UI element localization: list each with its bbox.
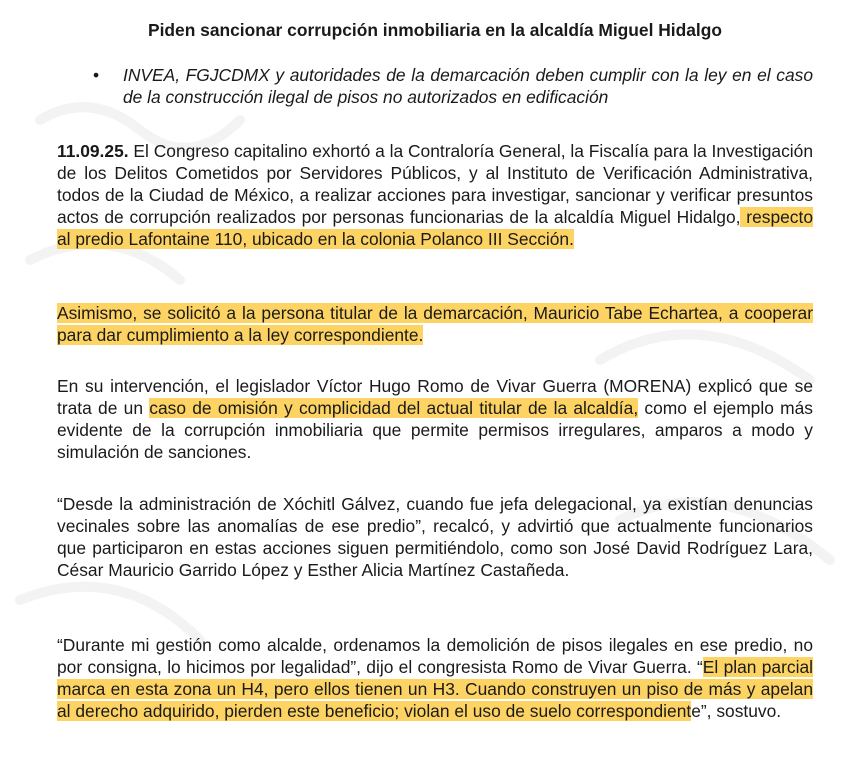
bullet-icon: • <box>93 65 100 85</box>
paragraph-1-text: El Congreso capitalino exhortó a la Contraloría General, la Fiscalía para la Investigación de los Delitos Cometidos por Servidores Públicos, y al Instituto de Verificación Administrativa, todos de la Ciudad de México, a realizar acciones para investigar, sancionar y verificar presuntos actos de corrupción realizados por personas funcionarias de la alcaldía Miguel Hidalgo, <box>57 141 813 227</box>
paragraph-1-highlight: respecto al predio Lafontaine 110, ubicado en la colonia Polanco III Sección. <box>57 207 813 249</box>
summary-bullet <box>93 64 813 108</box>
paragraph-3-highlight: caso de omisión y complicidad del actual titular de la alcaldía, <box>149 398 639 418</box>
article-date: 11.09.25. <box>57 141 129 161</box>
paragraph-2 <box>57 302 813 346</box>
paragraph-3-text-end: como el ejemplo más evidente de la corrupción inmobiliaria que permite permisos irregulares, amparos a modo y simulación de sanciones. <box>57 398 813 462</box>
paragraph-5-text: “Durante mi gestión como alcalde, ordenamos la demolición de pisos ilegales en ese predio, no por consigna, lo hicimos por legalidad”, dijo el congresista Romo de Vivar Guerra. “ <box>57 635 813 677</box>
paragraph-5-text-end: e”, sostuvo. <box>691 701 782 721</box>
paragraph-5 <box>57 634 813 722</box>
summary-text: INVEA, FGJCDMX y autoridades de la demarcación deben cumplir con la ley en el caso de la construcción ilegal de pisos no autorizados en edificación <box>123 65 813 107</box>
paragraph-2-highlight: Asimismo, se solicitó a la persona titular de la demarcación, Mauricio Tabe Echartea, a cooperar para dar cumplimiento a la ley correspondiente. <box>57 303 813 345</box>
summary-list <box>93 64 813 108</box>
paragraph-3 <box>57 375 813 463</box>
article-title: Piden sancionar corrupción inmobiliaria en la alcaldía Miguel Hidalgo <box>147 20 723 40</box>
paragraph-5-highlight: El plan parcial marca en esta zona un H4, pero ellos tienen un H3. Cuando construyen un piso de más y apelan al derecho adquirido, pierden este beneficio; violan el uso de suelo correspondient <box>57 657 813 721</box>
paragraph-4 <box>57 493 813 581</box>
paragraph-4-text: “Desde la administración de Xóchitl Gálvez, cuando fue jefa delegacional, ya existían denuncias vecinales sobre las anomalías de ese predio”, recalcó, y advirtió que actualmente funcionarios que participaron en estas acciones siguen permitiéndolo, como son José David Rodríguez Lara, César Mauricio Garrido López y Esther Alicia Martínez Castañeda. <box>57 494 813 580</box>
paragraph-1 <box>57 140 813 250</box>
paragraph-3-text: En su intervención, el legislador Víctor Hugo Romo de Vivar Guerra (MORENA) explicó que se trata de un <box>57 376 813 418</box>
